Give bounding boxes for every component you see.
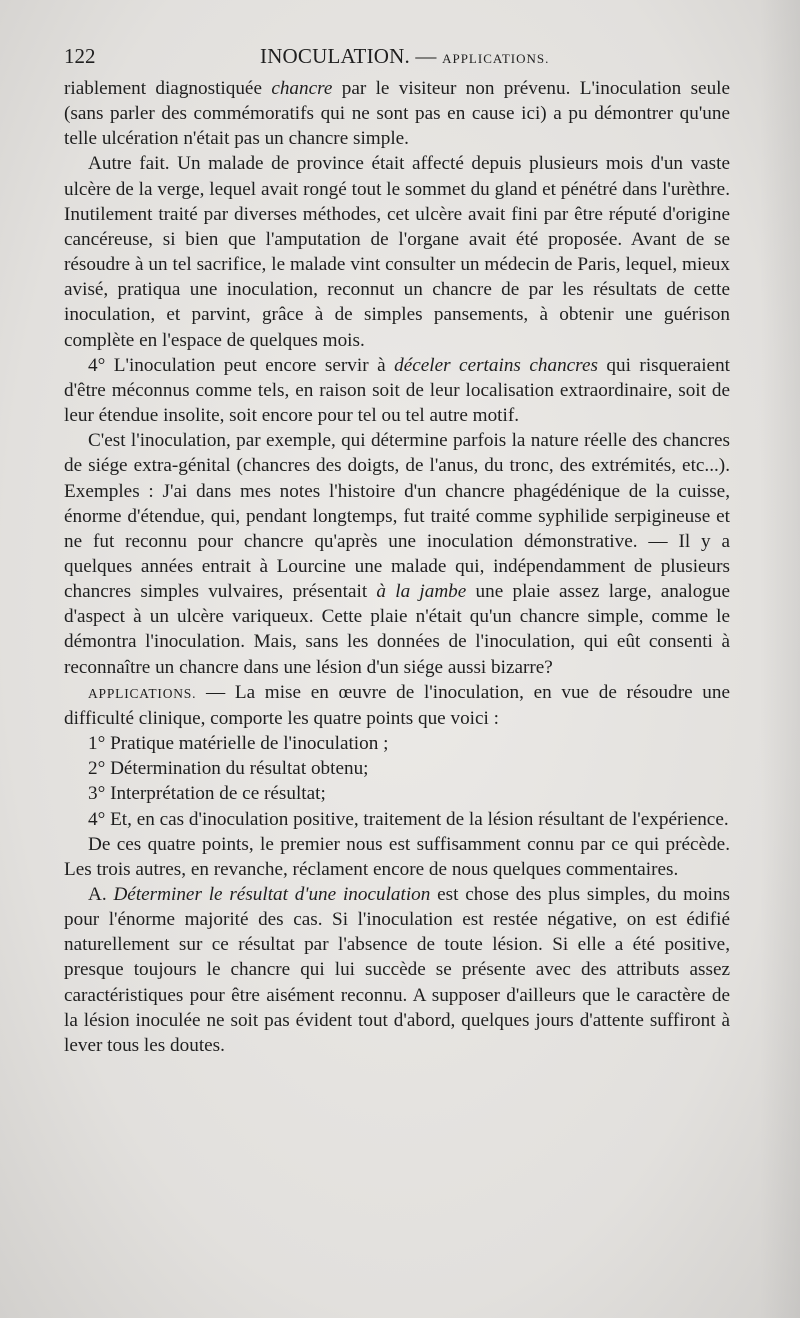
section-label: APPLICATIONS.: [88, 685, 197, 701]
page-number: 122: [64, 44, 96, 68]
list-item: 2° Détermination du résultat obtenu;: [88, 758, 369, 780]
list-item: 1° Pratique matérielle de l'inoculation ;: [88, 733, 389, 755]
running-header: [64, 40, 734, 70]
paragraph: riablement diagnostiquée chancre par le visiteur non prévenu. L'inoculation seule (sans parler des commémoratifs qui ne sont pas en cause ici) a pu démontrer qu'une telle ulcération n'était pas un chancre simple.: [64, 78, 731, 150]
list-item: 3° Interprétation de ce résultat;: [88, 783, 326, 805]
paragraph: A. Déterminer le résultat d'une inoculation est chose des plus simples, du moins pour l'énorme majorité des cas. Si l'inoculation est restée négative, on est édifié naturellement sur ce résultat par l'absence de toute lésion. Si elle a été positive, presque toujours le chancre qui lui succède se présente avec des attributs assez caractéristiques pour être aisément reconnu. A supposer d'ailleurs que le caractère de la lésion inoculée ne soit pas évident tout d'abord, quelques jours d'attente suffiront à lever tous les doutes.: [64, 884, 731, 1056]
page-edge-shadow: [760, 0, 800, 1318]
paragraph: 4° L'inoculation peut encore servir à déceler certains chancres qui risqueraient d'être méconnus comme tels, en raison soit de leur localisation extraordinaire, soit de leur étendue insolite, soit encore pour tel ou tel autre motif.: [64, 354, 731, 427]
paragraph: De ces quatre points, le premier nous est suffisamment connu par ce qui précède. Les trois autres, en revanche, réclament encore de nous quelques commentaires.: [64, 833, 730, 880]
paragraph: Autre fait. Un malade de province était affecté depuis plusieurs mois d'un vaste ulcère de la verge, lequel avait rongé tout le sommet du gland et pénétré dans l'urèthre. Inutilement traité par diverses méthodes, cet ulcère avait fini par être réputé d'origine cancéreuse, si bien que l'amputation de l'organe avait été proposée. Avant de se résoudre à un tel sacrifice, le malade vint consulter un médecin de Paris, lequel, mieux avisé, pratiqua une inoculation, reconnut un chancre de par les résultats de cette inoculation, et parvint, grâce à de simples pansements, à obtenir une guérison complète en l'espace de quelques mois.: [64, 153, 730, 351]
list-item: 4° Et, en cas d'inoculation positive, traitement de la lésion résultant de l'expérience.: [88, 808, 729, 830]
paragraph: C'est l'inoculation, par exemple, qui détermine parfois la nature réelle des chancres de siége extra-génital (chancres des doigts, de l'anus, du tronc, des extrémités, etc...). Exemples : J'ai dans mes notes l'histoire d'un chancre phagédénique de la cuisse, énorme d'étendue, qui, pendant longtemps, fut traité comme syphilide serpigineuse et ne fut reconnu pour chancre qu'après une inoculation démonstrative. — Il y a quelques années entrait à Lourcine une malade qui, indépendamment de plusieurs chancres simples vulvaires, présentait à la jambe une plaie assez large, analogue d'aspect à un ulcère variqueux. Cette plaie n'était qu'un chancre simple, comme le démontra l'inoculation. Mais, sans les données de l'inoculation, qui eût consenti à reconnaître un chancre dans une lésion d'un siége aussi bizarre?: [64, 430, 730, 678]
running-title: INOCULATION. — APPLICATIONS.: [260, 44, 550, 68]
running-subtitle: APPLICATIONS.: [442, 51, 550, 66]
paragraph: APPLICATIONS. — La mise en œuvre de l'inoculation, en vue de résoudre une difficulté clinique, comporte les quatre points que voici :: [64, 681, 731, 729]
body-text: [64, 76, 730, 1058]
